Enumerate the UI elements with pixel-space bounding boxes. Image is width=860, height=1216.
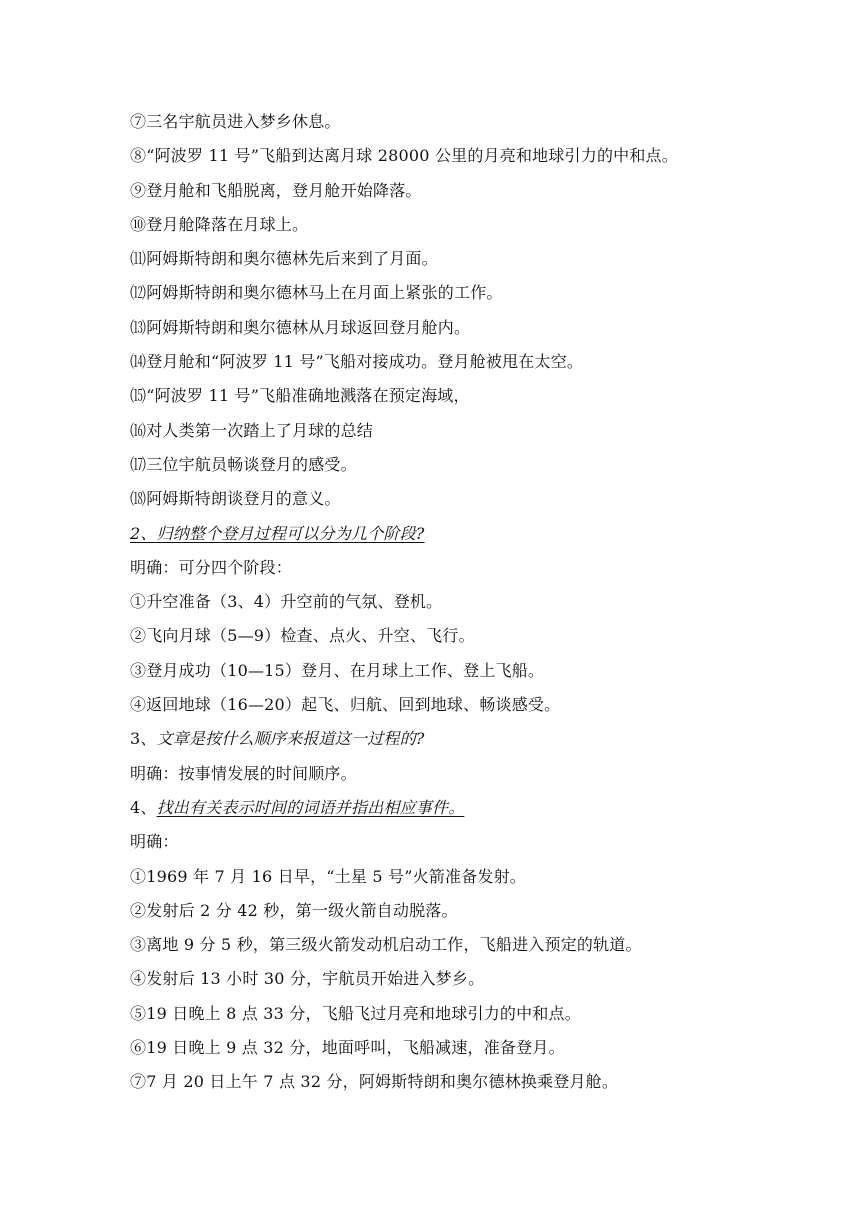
event-line: ⑾阿姆斯特朗和奥尔德林先后来到了月面。 — [130, 249, 438, 269]
question-4-prefix: 4、 — [130, 797, 157, 817]
event-line: ⑦三名宇航员进入梦乡休息。 — [130, 112, 341, 131]
question-2-text: 归纳整个登月过程可以分为几个阶段? — [156, 523, 425, 543]
question-3 — [130, 722, 790, 756]
stage-line: ②飞向月球（5—9）检查、点火、升空、飞行。 — [130, 626, 475, 646]
time-event-line: ③离地 9 分 5 秒，第三级火箭发动机启动工作，飞船进入预定的轨道。 — [130, 935, 642, 955]
stage-line: ③登月成功（10—15）登月、在月球上工作、登上飞船。 — [130, 660, 545, 680]
stage-line: ④返回地球（16—20）起飞、归航、回到地球、畅谈感受。 — [130, 695, 561, 715]
question-4-text: 找出有关表示时间的词语并指出相应事件。 — [156, 797, 465, 817]
question-3-text: 文章是按什么顺序来报道这一过程的? — [156, 729, 425, 749]
event-line: ⒀阿姆斯特朗和奥尔德林从月球返回登月舱内。 — [130, 317, 471, 337]
time-event-line: ①1969 年 7 月 16 日早，“土星 5 号”火箭准备发射。 — [130, 866, 526, 886]
answer-4-intro: 明确： — [130, 832, 179, 852]
event-line: ⒃对人类第一次踏上了月球的总结 — [130, 420, 374, 440]
event-line: ⑧“阿波罗 11 号”飞船到达离月球 28000 公里的月亮和地球引力的中和点。 — [130, 146, 678, 166]
event-line: ⒂“阿波罗 11 号”飞船准确地溅落在预定海域， — [130, 386, 470, 406]
time-event-line: ④发射后 13 小时 30 分，宇航员开始进入梦乡。 — [130, 969, 485, 989]
question-2-prefix: 2、 — [130, 523, 157, 543]
event-line: ⒅阿姆斯特朗谈登月的意义。 — [130, 489, 341, 509]
event-line: ⑿阿姆斯特朗和奥尔德林马上在月面上紧张的工作。 — [130, 283, 503, 303]
answer-2-intro: 明确：可分四个阶段： — [130, 557, 293, 577]
question-2 — [130, 517, 790, 551]
event-line: ⑩登月舱降落在月球上。 — [130, 214, 309, 234]
document-page — [130, 105, 790, 1100]
event-line: ⒁登月舱和“阿波罗 11 号”飞船对接成功。登月舱被甩在太空。 — [130, 352, 584, 372]
time-event-line: ⑦7 月 20 日上午 7 点 32 分，阿姆斯特朗和奥尔德林换乘登月舱。 — [130, 1072, 619, 1092]
stage-line: ①升空准备（3、4）升空前的气氛、登机。 — [130, 592, 443, 612]
event-line: ⑨登月舱和飞船脱离，登月舱开始降落。 — [130, 180, 422, 200]
question-4 — [130, 791, 790, 825]
question-3-prefix: 3、 — [130, 729, 157, 749]
time-event-line: ⑤19 日晚上 8 点 33 分，飞船飞过月亮和地球引力的中和点。 — [130, 1003, 581, 1023]
answer-3: 明确：按事情发展的时间顺序。 — [130, 763, 357, 783]
time-event-line: ⑥19 日晚上 9 点 32 分，地面呼叫，飞船减速，准备登月。 — [130, 1038, 565, 1058]
time-event-line: ②发射后 2 分 42 秒，第一级火箭自动脱落。 — [130, 900, 458, 920]
event-line: ⒄三位宇航员畅谈登月的感受。 — [130, 454, 357, 474]
